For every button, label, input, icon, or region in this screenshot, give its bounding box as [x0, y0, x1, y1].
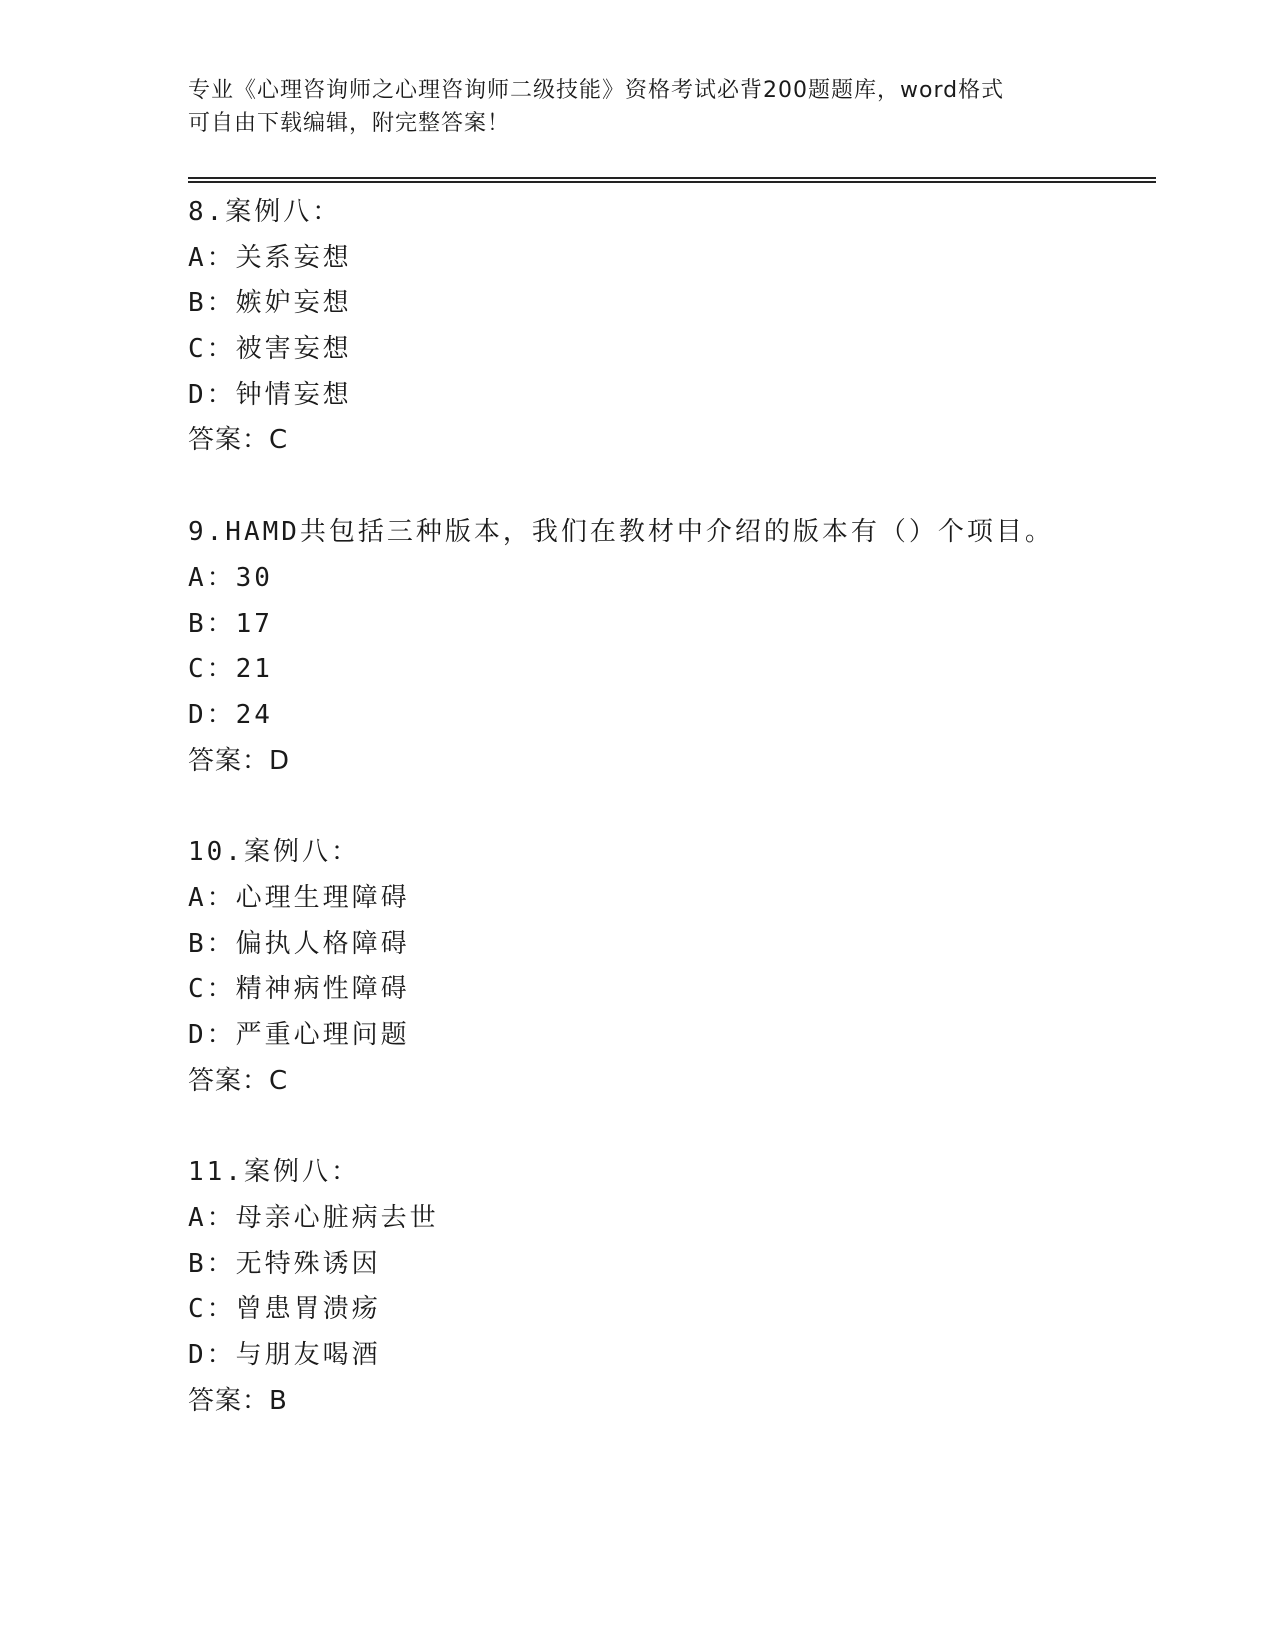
question-8 — [188, 190, 1148, 464]
header-title-line-2: 可自由下载编辑，附完整答案！ — [188, 111, 511, 136]
option-d: D：严重心理问题 — [188, 1020, 410, 1050]
option-c: C：21 — [188, 654, 273, 685]
option-a: A：母亲心脏病去世 — [188, 1203, 439, 1234]
option-d: D：与朋友喝酒 — [188, 1340, 381, 1371]
option-a: A：心理生理障碍 — [188, 882, 410, 913]
answer-line: 答案：D — [188, 745, 291, 776]
option-b: B：偏执人格障碍 — [188, 928, 410, 959]
option-b: B：17 — [188, 608, 273, 639]
question-stem: 11.案例八： — [188, 1157, 360, 1188]
question-11 — [188, 1150, 1148, 1424]
question-9 — [188, 510, 1148, 784]
question-stem: 9.HAMD共包括三种版本，我们在教材中介绍的版本有（）个项目。 — [188, 517, 1054, 548]
option-d: D：钟情妄想 — [188, 379, 352, 410]
answer-line: 答案：C — [188, 425, 289, 456]
question-list — [188, 190, 1148, 1471]
option-b: B：嫉妒妄想 — [188, 288, 352, 319]
option-d: D：24 — [188, 699, 273, 730]
option-a: A：关系妄想 — [188, 242, 352, 273]
option-a: A：30 — [188, 562, 273, 593]
header-title-line-1: 专业《心理咨询师之心理咨询师二级技能》资格考试必背200题题库，word格式 — [188, 78, 1005, 103]
option-c: C：被害妄想 — [188, 334, 352, 365]
option-c: C：曾患胃溃疡 — [188, 1294, 381, 1325]
document-header — [188, 74, 1088, 140]
answer-line: 答案：B — [188, 1385, 288, 1416]
question-stem: 8.案例八： — [188, 197, 342, 227]
question-10 — [188, 830, 1148, 1104]
header-divider — [188, 177, 1156, 183]
option-b: B：无特殊诱因 — [188, 1248, 381, 1279]
answer-line: 答案：C — [188, 1065, 289, 1096]
option-c: C：精神病性障碍 — [188, 974, 410, 1005]
question-stem: 10.案例八： — [188, 837, 360, 868]
